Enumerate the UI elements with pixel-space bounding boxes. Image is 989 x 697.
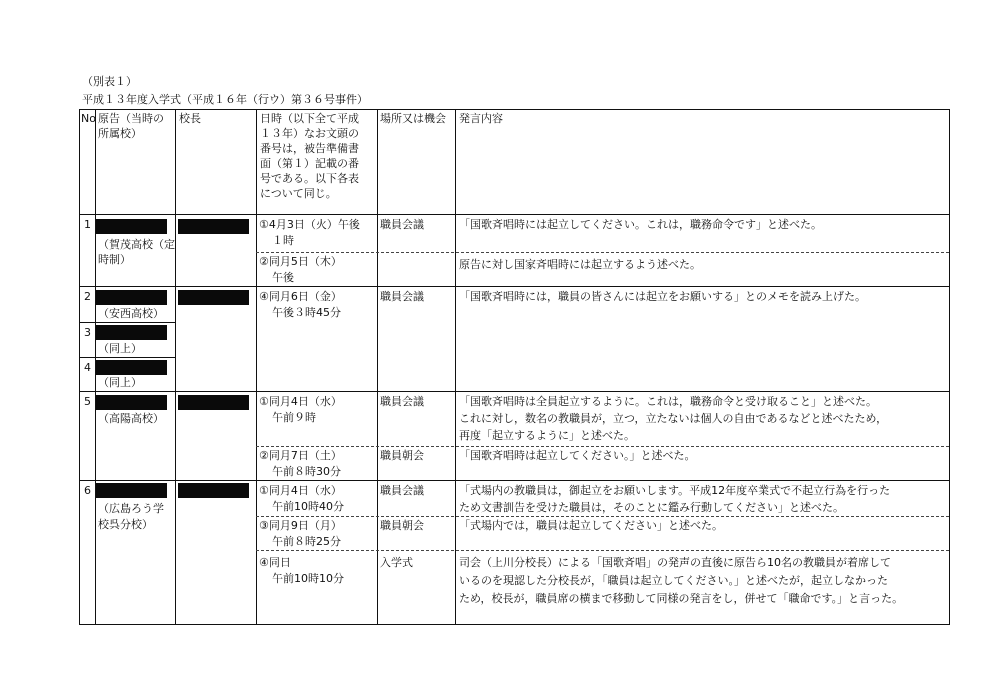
redacted-principal-name <box>178 483 249 498</box>
row-5-entry-2-place: 職員朝会 <box>380 449 424 462</box>
table-border-bottom <box>79 624 950 625</box>
row-5-entry-1-text-line1: 「国歌斉唱時は全員起立するように。これは，職務命令と受け取ること」と述べた。 <box>459 395 877 408</box>
header-datetime-line4: 面（第１）記載の番 <box>260 157 359 170</box>
row-4-no: 4 <box>84 361 91 374</box>
header-datetime-line2: １３年）なお文頭の <box>260 127 359 140</box>
row-6-no: 6 <box>84 484 91 497</box>
row-line-3 <box>79 357 176 358</box>
row-1-entry-2-date-line2: 午後 <box>272 271 294 284</box>
row-line-2 <box>79 322 176 323</box>
row-6-entry-1-place: 職員会議 <box>380 484 424 497</box>
row-6-entry-3-date-line1: ④同日 <box>259 556 291 569</box>
annex-label: （別表１） <box>82 75 137 88</box>
redacted-plaintiff-name <box>96 360 167 375</box>
row-5-entry-1-text-line3: 再度「起立するように」と述べた。 <box>459 429 635 442</box>
subrow-line-1 <box>256 252 949 253</box>
table-border-left <box>79 109 80 624</box>
table-border-top <box>79 109 950 110</box>
header-statement: 発言内容 <box>459 112 503 125</box>
col-line-plaintiff <box>175 109 176 624</box>
row-6-entry-2-place: 職員朝会 <box>380 519 424 532</box>
row-1-entry-1-date-line1: ①4月3日（火）午後 <box>259 218 360 231</box>
header-plaintiff-line2: 所属校） <box>98 127 142 140</box>
row-1-entry-1-place: 職員会議 <box>380 218 424 231</box>
row-6-entry-2-date-line1: ③同月9日（月） <box>259 519 342 532</box>
subrow-line-6a <box>256 516 949 517</box>
row-6-entry-2-text: 「式場内では，職員は起立してください」と述べた。 <box>459 519 723 532</box>
row-1-entry-1-date-line2: １時 <box>272 234 294 247</box>
row-6-entry-2-date-line2: 午前８時25分 <box>272 535 341 548</box>
header-datetime-line1: 日時（以下全て平成 <box>260 112 359 125</box>
header-plaintiff-line1: 原告（当時の <box>98 112 164 125</box>
row-6-entry-1-text-line2: ため文書訓告を受けた職員は，そのことに鑑み行動してください」と述べた。 <box>459 501 844 514</box>
row-3-no: 3 <box>84 326 91 339</box>
row-2-entry-1-text: 「国歌斉唱時には，職員の皆さんには起立をお願いする」とのメモを読み上げた。 <box>459 290 866 303</box>
row-5-entry-1-date-line2: 午前９時 <box>272 411 316 424</box>
redacted-principal-name <box>178 395 249 410</box>
row-line-header <box>79 214 950 215</box>
redacted-plaintiff-name <box>96 395 167 410</box>
subrow-line-6b <box>256 550 949 551</box>
col-line-datetime <box>377 109 378 624</box>
table-border-right <box>949 109 950 624</box>
case-title: 平成１３年度入学式（平成１６年（行ウ）第３６号事件） <box>82 93 368 106</box>
redacted-plaintiff-name <box>96 483 167 498</box>
row-2-entry-1-date-line2: 午後３時45分 <box>272 306 341 319</box>
row-2-entry-1-place: 職員会議 <box>380 290 424 303</box>
header-datetime-line3: 番号は，被告準備書 <box>260 142 359 155</box>
redacted-plaintiff-name <box>96 290 167 305</box>
row-line-5 <box>79 480 950 481</box>
redacted-principal-name <box>178 219 249 234</box>
col-line-principal <box>256 109 257 624</box>
row-4-school: （同上） <box>98 376 142 389</box>
row-6-entry-1-text-line1: 「式場内の教職員は，御起立をお願いします。平成12年度卒業式で不起立行為を行った <box>459 484 891 497</box>
row-5-entry-2-date-line2: 午前８時30分 <box>272 465 341 478</box>
header-datetime-line5: 号である。以下各表 <box>260 172 359 185</box>
redacted-plaintiff-name <box>96 325 167 340</box>
subrow-line-5 <box>256 446 949 447</box>
row-1-entry-2-date-line1: ②同月5日（木） <box>259 255 342 268</box>
row-6-school-line2: 校呉分校） <box>98 518 153 531</box>
header-datetime-line6: について同じ。 <box>260 187 337 200</box>
row-3-school: （同上） <box>98 342 142 355</box>
row-line-1 <box>79 286 950 287</box>
row-1-school-line1: （賀茂高校（定 <box>98 238 175 251</box>
row-6-school-line1: （広島ろう学 <box>98 502 164 515</box>
row-1-entry-1-text: 「国歌斉唱時には起立してください。これは，職務命令です」と述べた。 <box>459 218 822 231</box>
row-5-entry-1-date-line1: ①同月4日（水） <box>259 395 342 408</box>
row-6-entry-1-date-line2: 午前10時40分 <box>272 500 344 513</box>
row-2-entry-1-date-line1: ④同月6日（金） <box>259 290 342 303</box>
row-2-no: 2 <box>84 290 91 303</box>
row-5-entry-1-place: 職員会議 <box>380 395 424 408</box>
col-line-place <box>455 109 456 624</box>
row-6-entry-3-place: 入学式 <box>380 556 413 569</box>
row-6-entry-3-text-line1: 司会（上川分校長）による「国歌斉唱」の発声の直後に原告ら10名の教職員が着席して <box>459 556 891 569</box>
redacted-principal-name <box>178 290 249 305</box>
row-line-4 <box>79 391 950 392</box>
row-1-entry-2-text: 原告に対し国家斉唱時には起立するよう述べた。 <box>459 258 701 271</box>
header-place: 場所又は機会 <box>380 112 446 125</box>
row-6-entry-1-date-line1: ①同月4日（水） <box>259 484 342 497</box>
redacted-plaintiff-name <box>96 219 167 234</box>
row-1-no: 1 <box>84 218 91 231</box>
row-6-entry-3-text-line2: いるのを現認した分校長が，「職員は起立してください。」と述べたが，起立しなかった <box>459 574 888 587</box>
row-5-school: （高陽高校） <box>98 412 164 425</box>
row-6-entry-3-date-line2: 午前10時10分 <box>272 572 344 585</box>
row-5-no: 5 <box>84 395 91 408</box>
header-principal: 校長 <box>179 112 201 125</box>
row-5-entry-2-date-line1: ②同月7日（土） <box>259 449 342 462</box>
row-1-school-line2: 時制） <box>98 253 131 266</box>
row-6-entry-3-text-line3: ため，校長が，職員席の横まで移動して同様の発言をし，併せて「職命です。」と言った。 <box>459 592 904 605</box>
header-no: No <box>81 112 96 125</box>
row-2-school: （安西高校） <box>98 307 164 320</box>
row-5-entry-1-text-line2: これに対し，数名の教職員が，立つ，立たないは個人の自由であるなどと述べたため， <box>459 412 888 425</box>
row-5-entry-2-text: 「国歌斉唱時は起立してください。」と述べた。 <box>459 449 696 462</box>
